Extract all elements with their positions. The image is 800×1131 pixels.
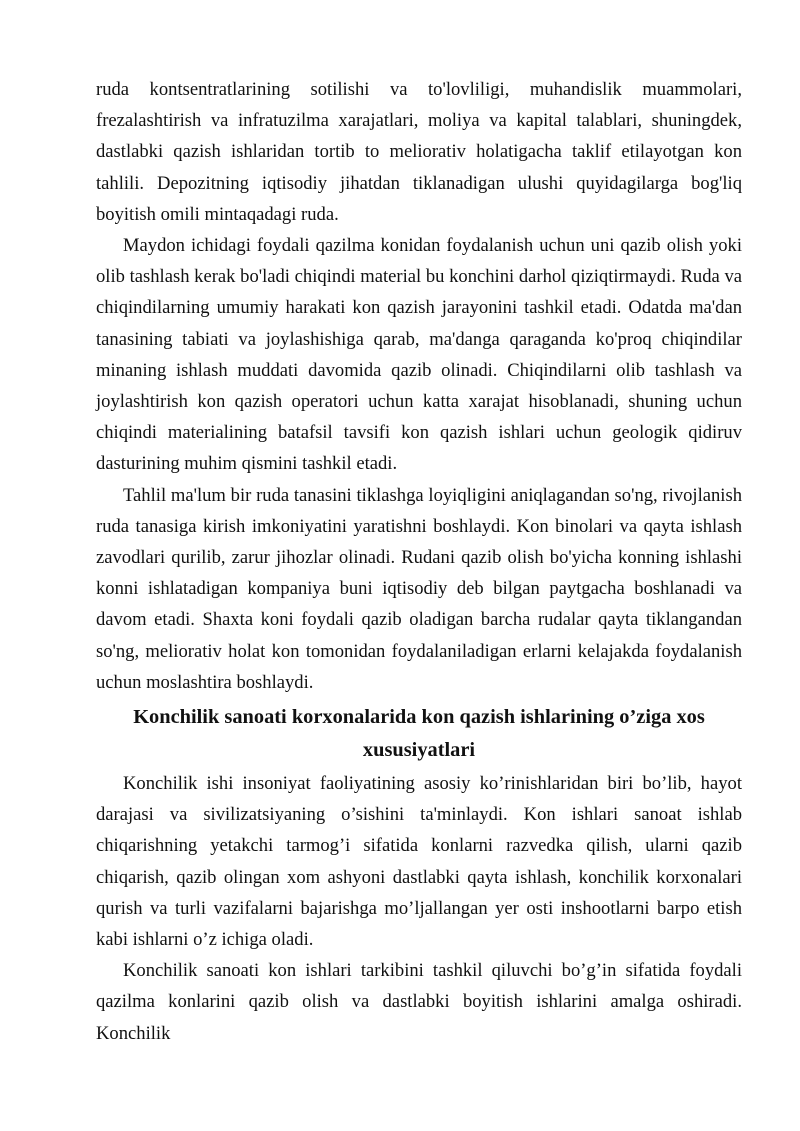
section-heading: Konchilik sanoati korxonalarida kon qazish ishlarining o’ziga xos xususiyatlari xyxy=(133,706,705,762)
paragraph-2: Maydon ichidagi foydali qazilma konidan foydalanish uchun uni qazib olish yoki olib tashlash kerak bo'ladi chiqindi material bu konchini darhol qiziqtirmaydi. Ruda va chiqindilarning umumiy harakati kon qazish jarayonini tashkil etadi. Odatda ma'dan tanasining tabiati va joylashishiga qarab, ma'danga qaraganda ko'proq chiqindilar minaning ishlash muddati davomida qazib olinadi. Chiqindilarni olib tashlash va joylashtirish kon qazish operatori uchun katta xarajat hisoblanadi, shuning uchun chiqindi materialining batafsil tavsifi kon qazish ishlari uchun geologik qidiruv dasturining muhim qismini tashkil etadi. xyxy=(96,235,742,475)
paragraph-3: Tahlil ma'lum bir ruda tanasini tiklashga loyiqligini aniqlagandan so'ng, rivojlanish ruda tanasiga kirish imkoniyatini yaratishni boshlaydi. Kon binolari va qayta ishlash zavodlari qurilib, zarur jihozlar olinadi. Rudani qazib olish bo'yicha konning ishlashi konni ishlatadigan kompaniya buni iqtisodiy deb bilgan paytgacha boshlanadi va davom etadi. Shaxta koni foydali qazib oladigan barcha rudalar qayta tiklangandan so'ng, meliorativ holat kon tomonidan foydalaniladigan erlarni kelajakda foydalanish uchun moslashtira boshlaydi. xyxy=(96,484,742,693)
paragraph-4: Konchilik ishi insoniyat faoliyatining asosiy ko’rinishlaridan biri bo’lib, hayot darajasi va sivilizatsiyaning o’sishini ta'minlaydi. Kon ishlari sanoat ishlab chiqarishning yetakchi tarmog’i sifatida konlarni razvedka qilish, ularni qazib chiqarish, qazib olingan xom ashyoni dastlabki qayta ishlash, konchilik korxonalari qurish va turli vazifalarni bajarishga mo’ljallangan yer osti inshootlarni barpo etish kabi ishlarni o’z ichiga oladi. xyxy=(96,773,742,951)
paragraph-1: ruda kontsentratlarining sotilishi va to'lovliligi, muhandislik muammolari, frezalashtirish va infratuzilma xarajatlari, moliya va kapital talablari, shuningdek, dastlabki qazish ishlaridan tortib to meliorativ holatigacha taklif etilayotgan kon tahlili. Depozitning iqtisodiy jihatdan tiklanadigan ulushi quyidagilarga bog'liq boyitish omili mintaqadagi ruda. xyxy=(96,79,742,225)
paragraph-5: Konchilik sanoati kon ishlari tarkibini tashkil qiluvchi bo’g’in sifatida foydali qazilma konlarini qazib olish va dastlabki boyitish ishlarini amalga oshiradi. Konchilik xyxy=(96,960,742,1044)
document-page xyxy=(96,74,742,1049)
